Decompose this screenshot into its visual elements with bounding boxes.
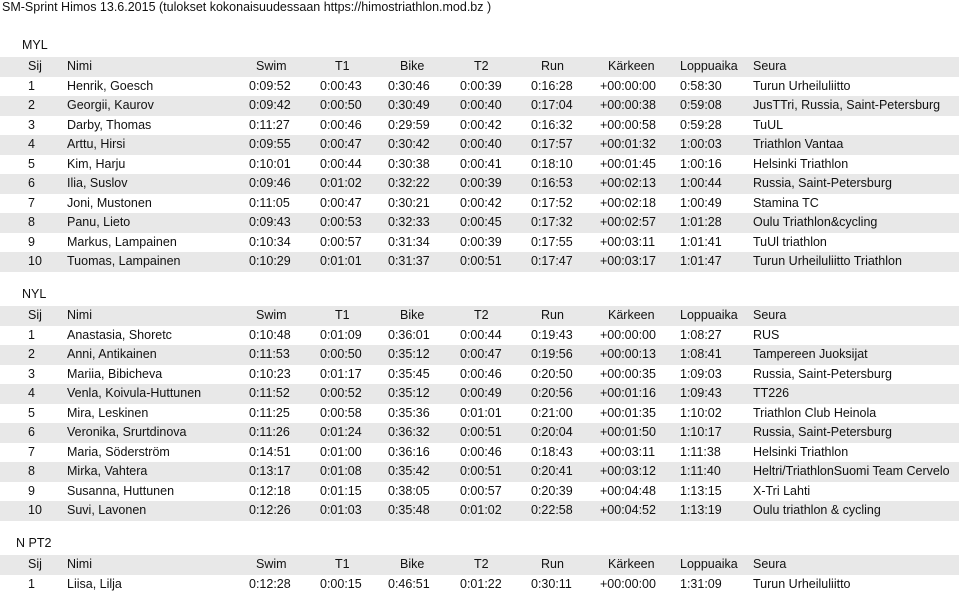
cell-nimi: Anni, Antikainen (67, 345, 245, 365)
cell-t1: 0:00:44 (320, 155, 380, 175)
column-header-sij: Sij (28, 306, 58, 326)
cell-sij: 1 (28, 77, 58, 97)
cell-nimi: Markus, Lampainen (67, 233, 245, 253)
cell-sij: 8 (28, 462, 58, 482)
cell-run: 0:20:39 (531, 482, 591, 502)
table-row (0, 384, 959, 404)
cell-seura: TuUl triathlon (753, 233, 959, 253)
cell-swim: 0:09:43 (249, 213, 314, 233)
cell-loppuaika: 1:01:41 (680, 233, 750, 253)
cell-karkeen: +00:00:00 (600, 77, 670, 97)
table-header-row (0, 57, 959, 77)
cell-seura: Russia, Saint-Petersburg (753, 423, 959, 443)
cell-t1: 0:01:03 (320, 501, 380, 521)
cell-swim: 0:11:27 (249, 116, 314, 136)
cell-seura: Stamina TC (753, 194, 959, 214)
table-row (0, 174, 959, 194)
cell-loppuaika: 1:08:41 (680, 345, 750, 365)
cell-swim: 0:13:17 (249, 462, 314, 482)
cell-seura: Helsinki Triathlon (753, 443, 959, 463)
cell-bike: 0:35:48 (388, 501, 450, 521)
cell-sij: 9 (28, 482, 58, 502)
column-header-seura: Seura (753, 306, 959, 326)
cell-karkeen: +00:04:52 (600, 501, 670, 521)
cell-run: 0:18:43 (531, 443, 591, 463)
cell-seura: Russia, Saint-Petersburg (753, 174, 959, 194)
cell-t2: 0:00:49 (460, 384, 520, 404)
cell-t1: 0:00:50 (320, 345, 380, 365)
cell-bike: 0:30:49 (388, 96, 450, 116)
cell-sij: 8 (28, 213, 58, 233)
column-header-nimi: Nimi (67, 57, 245, 77)
cell-loppuaika: 1:00:49 (680, 194, 750, 214)
cell-t2: 0:00:39 (460, 174, 520, 194)
cell-nimi: Ilia, Suslov (67, 174, 245, 194)
column-header-seura: Seura (753, 555, 959, 575)
column-header-t1: T1 (335, 306, 395, 326)
cell-bike: 0:35:12 (388, 345, 450, 365)
column-header-t2: T2 (474, 306, 534, 326)
cell-run: 0:17:55 (531, 233, 591, 253)
cell-run: 0:17:32 (531, 213, 591, 233)
cell-run: 0:16:53 (531, 174, 591, 194)
cell-loppuaika: 0:59:28 (680, 116, 750, 136)
table-row (0, 77, 959, 97)
cell-bike: 0:30:46 (388, 77, 450, 97)
cell-karkeen: +00:02:13 (600, 174, 670, 194)
cell-swim: 0:09:42 (249, 96, 314, 116)
cell-bike: 0:35:42 (388, 462, 450, 482)
column-header-nimi: Nimi (67, 555, 245, 575)
cell-t1: 0:00:50 (320, 96, 380, 116)
cell-run: 0:20:04 (531, 423, 591, 443)
cell-karkeen: +00:03:11 (600, 233, 670, 253)
column-header-nimi: Nimi (67, 306, 245, 326)
cell-karkeen: +00:01:16 (600, 384, 670, 404)
cell-run: 0:17:47 (531, 252, 591, 272)
cell-t1: 0:00:47 (320, 135, 380, 155)
cell-seura: TT226 (753, 384, 959, 404)
cell-bike: 0:32:22 (388, 174, 450, 194)
cell-t2: 0:00:51 (460, 462, 520, 482)
cell-t2: 0:00:45 (460, 213, 520, 233)
cell-seura: Russia, Saint-Petersburg (753, 365, 959, 385)
column-header-swim: Swim (256, 57, 321, 77)
cell-loppuaika: 1:00:44 (680, 174, 750, 194)
cell-bike: 0:29:59 (388, 116, 450, 136)
cell-bike: 0:36:01 (388, 326, 450, 346)
cell-seura: TuUL (753, 116, 959, 136)
cell-karkeen: +00:00:00 (600, 575, 670, 594)
cell-nimi: Anastasia, Shoretc (67, 326, 245, 346)
cell-seura: Triathlon Club Heinola (753, 404, 959, 424)
cell-sij: 6 (28, 423, 58, 443)
cell-bike: 0:31:34 (388, 233, 450, 253)
cell-t2: 0:00:51 (460, 423, 520, 443)
cell-sij: 7 (28, 443, 58, 463)
cell-run: 0:20:56 (531, 384, 591, 404)
cell-sij: 5 (28, 155, 58, 175)
cell-sij: 5 (28, 404, 58, 424)
cell-bike: 0:36:16 (388, 443, 450, 463)
column-header-bike: Bike (400, 555, 462, 575)
cell-seura: X-Tri Lahti (753, 482, 959, 502)
cell-t1: 0:01:08 (320, 462, 380, 482)
cell-sij: 4 (28, 135, 58, 155)
cell-loppuaika: 1:09:43 (680, 384, 750, 404)
cell-swim: 0:10:01 (249, 155, 314, 175)
cell-t2: 0:00:42 (460, 116, 520, 136)
cell-swim: 0:12:28 (249, 575, 314, 594)
column-header-karkeen: Kärkeen (608, 555, 678, 575)
cell-seura: Oulu triathlon & cycling (753, 501, 959, 521)
cell-nimi: Joni, Mustonen (67, 194, 245, 214)
cell-run: 0:17:57 (531, 135, 591, 155)
table-row (0, 462, 959, 482)
table-row (0, 345, 959, 365)
column-header-t2: T2 (474, 57, 534, 77)
cell-seura: Triathlon Vantaa (753, 135, 959, 155)
cell-swim: 0:10:48 (249, 326, 314, 346)
cell-t1: 0:01:09 (320, 326, 380, 346)
cell-loppuaika: 1:00:03 (680, 135, 750, 155)
table-row (0, 423, 959, 443)
cell-nimi: Suvi, Lavonen (67, 501, 245, 521)
cell-loppuaika: 1:10:02 (680, 404, 750, 424)
column-header-sij: Sij (28, 555, 58, 575)
cell-run: 0:20:50 (531, 365, 591, 385)
cell-seura: Heltri/TriathlonSuomi Team Cervelo (753, 462, 959, 482)
table-row (0, 482, 959, 502)
cell-nimi: Georgii, Kaurov (67, 96, 245, 116)
column-header-sij: Sij (28, 57, 58, 77)
cell-run: 0:18:10 (531, 155, 591, 175)
cell-nimi: Mira, Leskinen (67, 404, 245, 424)
cell-nimi: Maria, Söderström (67, 443, 245, 463)
cell-nimi: Darby, Thomas (67, 116, 245, 136)
cell-t2: 0:00:40 (460, 135, 520, 155)
table-header-row (0, 555, 959, 575)
cell-bike: 0:35:45 (388, 365, 450, 385)
cell-t2: 0:00:41 (460, 155, 520, 175)
cell-t2: 0:00:47 (460, 345, 520, 365)
cell-karkeen: +00:00:38 (600, 96, 670, 116)
cell-nimi: Veronika, Srurtdinova (67, 423, 245, 443)
cell-sij: 1 (28, 326, 58, 346)
table-row (0, 213, 959, 233)
cell-t1: 0:01:00 (320, 443, 380, 463)
table-row (0, 96, 959, 116)
cell-swim: 0:11:53 (249, 345, 314, 365)
column-header-run: Run (541, 57, 601, 77)
cell-seura: Oulu Triathlon&cycling (753, 213, 959, 233)
group-label: MYL (22, 36, 48, 55)
cell-nimi: Mirka, Vahtera (67, 462, 245, 482)
table-header-row (0, 306, 959, 326)
table-row (0, 135, 959, 155)
cell-t2: 0:01:02 (460, 501, 520, 521)
cell-swim: 0:14:51 (249, 443, 314, 463)
cell-nimi: Susanna, Huttunen (67, 482, 245, 502)
column-header-t2: T2 (474, 555, 534, 575)
cell-nimi: Henrik, Goesch (67, 77, 245, 97)
column-header-loppuaika: Loppuaika (680, 306, 750, 326)
cell-loppuaika: 1:01:28 (680, 213, 750, 233)
cell-t1: 0:01:17 (320, 365, 380, 385)
cell-bike: 0:31:37 (388, 252, 450, 272)
cell-t2: 0:00:42 (460, 194, 520, 214)
column-header-loppuaika: Loppuaika (680, 555, 750, 575)
cell-bike: 0:35:36 (388, 404, 450, 424)
cell-loppuaika: 1:01:47 (680, 252, 750, 272)
cell-bike: 0:30:42 (388, 135, 450, 155)
table-row (0, 326, 959, 346)
cell-nimi: Kim, Harju (67, 155, 245, 175)
column-header-swim: Swim (256, 306, 321, 326)
cell-seura: Turun Urheiluliitto (753, 77, 959, 97)
cell-karkeen: +00:04:48 (600, 482, 670, 502)
cell-seura: Helsinki Triathlon (753, 155, 959, 175)
cell-run: 0:30:11 (531, 575, 591, 594)
cell-karkeen: +00:00:00 (600, 326, 670, 346)
cell-loppuaika: 1:00:16 (680, 155, 750, 175)
cell-run: 0:20:41 (531, 462, 591, 482)
cell-t1: 0:01:02 (320, 174, 380, 194)
cell-bike: 0:35:12 (388, 384, 450, 404)
cell-karkeen: +00:00:58 (600, 116, 670, 136)
column-header-karkeen: Kärkeen (608, 306, 678, 326)
cell-run: 0:16:32 (531, 116, 591, 136)
cell-karkeen: +00:01:35 (600, 404, 670, 424)
cell-karkeen: +00:02:57 (600, 213, 670, 233)
group-label: NYL (22, 285, 46, 304)
cell-run: 0:17:52 (531, 194, 591, 214)
group-label: N PT2 (16, 534, 51, 553)
column-header-run: Run (541, 306, 601, 326)
cell-t1: 0:00:47 (320, 194, 380, 214)
cell-loppuaika: 1:11:38 (680, 443, 750, 463)
column-header-seura: Seura (753, 57, 959, 77)
cell-seura: Turun Urheiluliitto (753, 575, 959, 594)
cell-karkeen: +00:00:35 (600, 365, 670, 385)
cell-karkeen: +00:01:50 (600, 423, 670, 443)
cell-t2: 0:00:44 (460, 326, 520, 346)
cell-swim: 0:09:46 (249, 174, 314, 194)
cell-run: 0:19:43 (531, 326, 591, 346)
cell-swim: 0:10:29 (249, 252, 314, 272)
cell-t2: 0:01:22 (460, 575, 520, 594)
cell-swim: 0:10:34 (249, 233, 314, 253)
table-row (0, 365, 959, 385)
cell-bike: 0:30:38 (388, 155, 450, 175)
column-header-t1: T1 (335, 57, 395, 77)
cell-t2: 0:00:39 (460, 77, 520, 97)
cell-swim: 0:09:52 (249, 77, 314, 97)
cell-sij: 2 (28, 345, 58, 365)
cell-run: 0:17:04 (531, 96, 591, 116)
cell-seura: Tampereen Juoksijat (753, 345, 959, 365)
cell-loppuaika: 1:11:40 (680, 462, 750, 482)
cell-t2: 0:00:46 (460, 443, 520, 463)
cell-karkeen: +00:01:45 (600, 155, 670, 175)
cell-t1: 0:00:43 (320, 77, 380, 97)
cell-sij: 1 (28, 575, 58, 594)
cell-loppuaika: 1:31:09 (680, 575, 750, 594)
cell-t1: 0:00:52 (320, 384, 380, 404)
cell-t1: 0:01:15 (320, 482, 380, 502)
cell-swim: 0:09:55 (249, 135, 314, 155)
column-header-loppuaika: Loppuaika (680, 57, 750, 77)
cell-nimi: Liisa, Lilja (67, 575, 245, 594)
cell-nimi: Panu, Lieto (67, 213, 245, 233)
cell-karkeen: +00:03:11 (600, 443, 670, 463)
cell-loppuaika: 1:10:17 (680, 423, 750, 443)
cell-karkeen: +00:03:17 (600, 252, 670, 272)
table-row (0, 404, 959, 424)
cell-loppuaika: 0:59:08 (680, 96, 750, 116)
cell-swim: 0:10:23 (249, 365, 314, 385)
table-row (0, 194, 959, 214)
cell-t2: 0:00:46 (460, 365, 520, 385)
cell-karkeen: +00:03:12 (600, 462, 670, 482)
cell-t1: 0:00:53 (320, 213, 380, 233)
cell-swim: 0:11:52 (249, 384, 314, 404)
cell-bike: 0:36:32 (388, 423, 450, 443)
column-header-karkeen: Kärkeen (608, 57, 678, 77)
cell-bike: 0:38:05 (388, 482, 450, 502)
cell-loppuaika: 1:09:03 (680, 365, 750, 385)
cell-t1: 0:00:58 (320, 404, 380, 424)
cell-loppuaika: 1:08:27 (680, 326, 750, 346)
cell-seura: RUS (753, 326, 959, 346)
cell-t1: 0:01:24 (320, 423, 380, 443)
cell-sij: 10 (28, 252, 58, 272)
cell-t2: 0:00:51 (460, 252, 520, 272)
cell-t2: 0:01:01 (460, 404, 520, 424)
cell-swim: 0:11:26 (249, 423, 314, 443)
cell-sij: 9 (28, 233, 58, 253)
table-row (0, 443, 959, 463)
cell-swim: 0:11:05 (249, 194, 314, 214)
table-row (0, 233, 959, 253)
cell-karkeen: +00:01:32 (600, 135, 670, 155)
cell-t2: 0:00:39 (460, 233, 520, 253)
cell-run: 0:21:00 (531, 404, 591, 424)
cell-bike: 0:30:21 (388, 194, 450, 214)
cell-t1: 0:01:01 (320, 252, 380, 272)
cell-bike: 0:32:33 (388, 213, 450, 233)
cell-t1: 0:00:15 (320, 575, 380, 594)
cell-seura: JusTTri, Russia, Saint-Petersburg (753, 96, 959, 116)
cell-t1: 0:00:46 (320, 116, 380, 136)
cell-sij: 3 (28, 116, 58, 136)
cell-sij: 4 (28, 384, 58, 404)
column-header-swim: Swim (256, 555, 321, 575)
cell-sij: 7 (28, 194, 58, 214)
cell-nimi: Mariia, Bibicheva (67, 365, 245, 385)
cell-t2: 0:00:57 (460, 482, 520, 502)
cell-nimi: Arttu, Hirsi (67, 135, 245, 155)
table-row (0, 155, 959, 175)
cell-seura: Turun Urheiluliitto Triathlon (753, 252, 959, 272)
cell-swim: 0:11:25 (249, 404, 314, 424)
cell-sij: 10 (28, 501, 58, 521)
table-row (0, 501, 959, 521)
cell-sij: 2 (28, 96, 58, 116)
cell-swim: 0:12:18 (249, 482, 314, 502)
cell-run: 0:22:58 (531, 501, 591, 521)
cell-t1: 0:00:57 (320, 233, 380, 253)
cell-loppuaika: 1:13:19 (680, 501, 750, 521)
page-title: SM-Sprint Himos 13.6.2015 (tulokset kokonaisuudessaan https://himostriathlon.mod.bz ) (2, 0, 491, 14)
cell-loppuaika: 1:13:15 (680, 482, 750, 502)
table-row (0, 252, 959, 272)
cell-karkeen: +00:00:13 (600, 345, 670, 365)
table-row (0, 575, 959, 594)
cell-nimi: Tuomas, Lampainen (67, 252, 245, 272)
column-header-t1: T1 (335, 555, 395, 575)
cell-sij: 3 (28, 365, 58, 385)
cell-sij: 6 (28, 174, 58, 194)
cell-bike: 0:46:51 (388, 575, 450, 594)
cell-nimi: Venla, Koivula-Huttunen (67, 384, 245, 404)
cell-karkeen: +00:02:18 (600, 194, 670, 214)
table-row (0, 116, 959, 136)
column-header-bike: Bike (400, 306, 462, 326)
column-header-run: Run (541, 555, 601, 575)
cell-run: 0:19:56 (531, 345, 591, 365)
cell-swim: 0:12:26 (249, 501, 314, 521)
cell-run: 0:16:28 (531, 77, 591, 97)
column-header-bike: Bike (400, 57, 462, 77)
cell-loppuaika: 0:58:30 (680, 77, 750, 97)
cell-t2: 0:00:40 (460, 96, 520, 116)
